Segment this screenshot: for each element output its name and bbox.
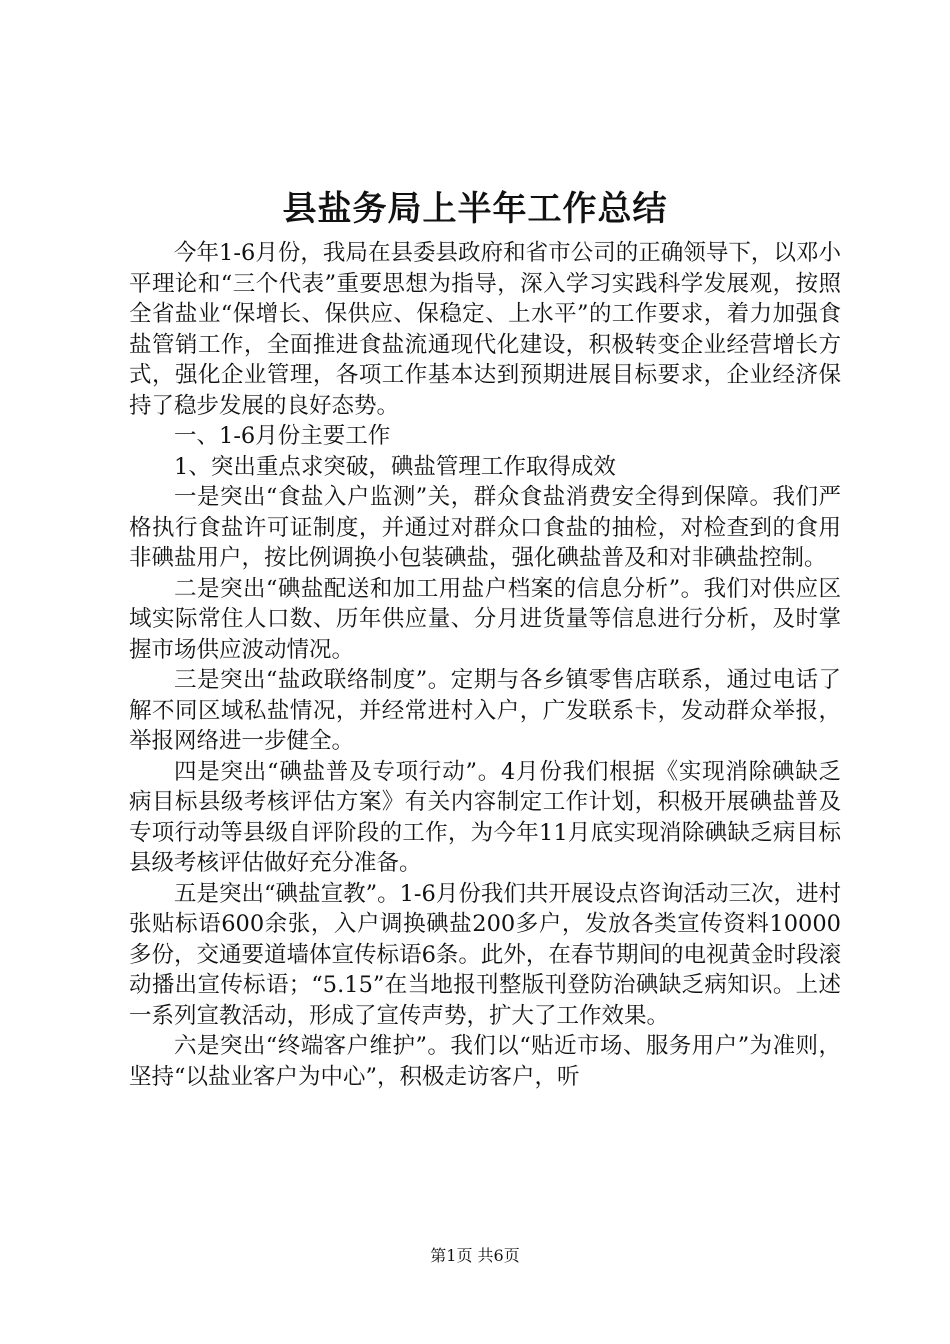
paragraph-item-6: 六是突出“终端客户维护”。我们以“贴近市场、服务用户”为准则，坚持“以盐业客户为中心”，积极走访客户，听 xyxy=(129,1033,841,1090)
page-footer: 第1页 共6页 xyxy=(430,1246,520,1265)
paragraph-item-4: 四是突出“碘盐普及专项行动”。4月份我们根据《实现消除碘缺乏病目标县级考核评估方案》有关内容制定工作计划，积极开展碘盐普及专项行动等县级自评阶段的工作，为今年11月底实现消除碘缺乏病目标县级考核评估做好充分准备。 xyxy=(129,758,841,876)
paragraph-intro: 今年1-6月份，我局在县委县政府和省市公司的正确领导下，以邓小平理论和“三个代表”重要思想为指导，深入学习实践科学发展观，按照全省盐业“保增长、保供应、保稳定、上水平”的工作要求，着力加强食盐管销工作，全面推进食盐流通现代化建设，积极转变企业经营增长方式，强化企业管理，各项工作基本达到预期进展目标要求，企业经济保持了稳步发展的良好态势。 xyxy=(129,240,841,419)
paragraph-item-5: 五是突出“碘盐宣教”。1-6月份我们共开展设点咨询活动三次，进村张贴标语600余张，入户调换碘盐200多户，发放各类宣传资料10000多份，交通要道墙体宣传标语6条。此外，在春节期间的电视黄金时段滚动播出宣传标语；“5.15”在当地报刊整版刊登防治碘缺乏病知识。上述一系列宣教活动，形成了宣传声势，扩大了工作效果。 xyxy=(129,880,841,1029)
document-body xyxy=(129,238,841,1092)
paragraph-item-1: 一是突出“食盐入户监测”关，群众食盐消费安全得到保障。我们严格执行食盐许可证制度，并通过对群众口食盐的抽检，对检查到的食用非碘盐用户，按比例调换小包装碘盐，强化碘盐普及和对非碘盐控制。 xyxy=(129,484,841,571)
paragraph-item-2: 二是突出“碘盐配送和加工用盐户档案的信息分析”。我们对供应区域实际常住人口数、历年供应量、分月进货量等信息进行分析，及时掌握市场供应波动情况。 xyxy=(129,575,841,663)
paragraph-item-3: 三是突出“盐政联络制度”。定期与各乡镇零售店联系，通过电话了解不同区域私盐情况，并经常进村入户，广发联系卡，发动群众举报，举报网络进一步健全。 xyxy=(129,667,841,754)
subsection-heading: 1、突出重点求突破，碘盐管理工作取得成效 xyxy=(174,453,616,480)
section-heading: 一、1-6月份主要工作 xyxy=(174,423,391,449)
document-title: 县盐务局上半年工作总结 xyxy=(282,189,668,229)
